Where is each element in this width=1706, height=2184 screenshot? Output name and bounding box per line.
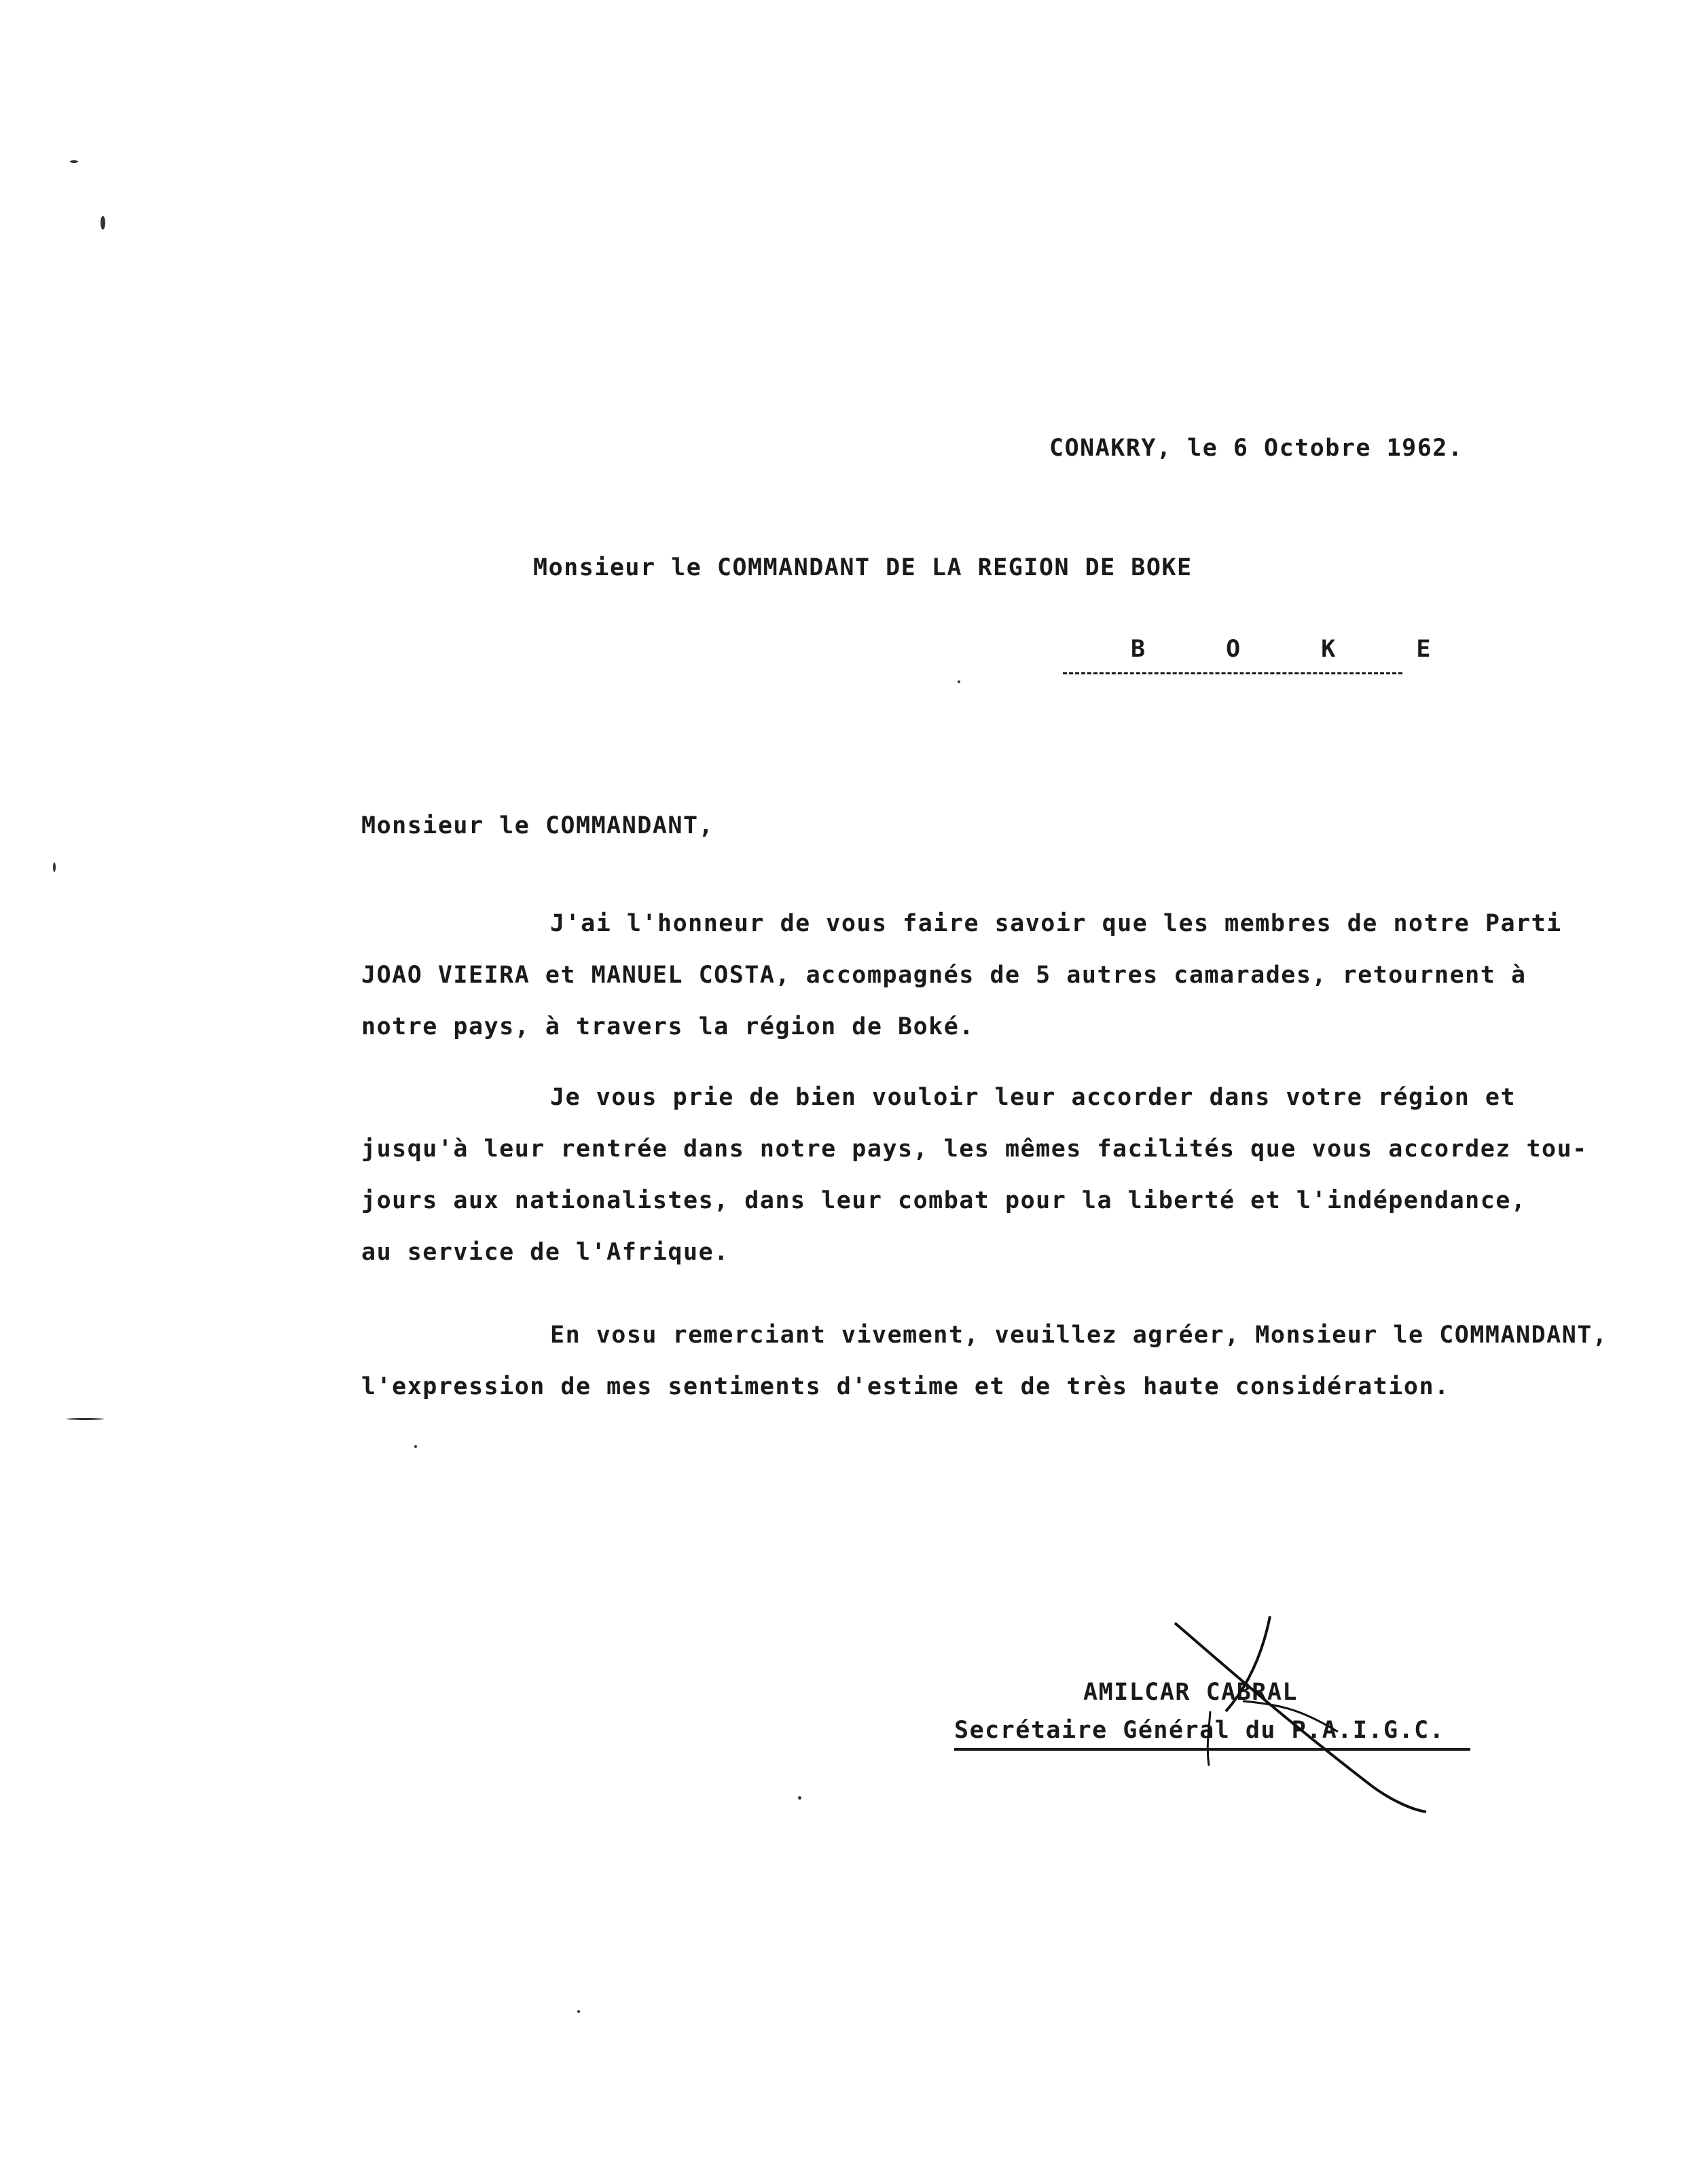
paragraph-2-line-3: jours aux nationalistes, dans leur combat pour la liberté et l'indépendance, [361, 1187, 1527, 1214]
city-underline [1063, 672, 1402, 674]
scan-speck [577, 2010, 580, 2013]
paragraph-1-line-2: JOAO VIEIRA et MANUEL COSTA, accompagnés de 5 autres camarades, retournent à [361, 962, 1527, 989]
handwritten-signature [1168, 1609, 1453, 1813]
salutation: Monsieur le COMMANDANT, [361, 812, 714, 839]
paragraph-2-line-2: jusqu'à leur rentrée dans notre pays, les mêmes facilités que vous accordez tou- [361, 1135, 1588, 1163]
scan-speck [67, 1418, 104, 1420]
paragraph-2-line-1: Je vous prie de bien vouloir leur accorder dans votre région et [550, 1084, 1517, 1111]
paragraph-1-line-3: notre pays, à travers la région de Boké. [361, 1013, 975, 1040]
paragraph-2-line-4: au service de l'Afrique. [361, 1239, 729, 1266]
scan-speck [53, 862, 56, 872]
recipient-line: Monsieur le COMMANDANT DE LA REGION DE BOKE [533, 554, 1193, 581]
paragraph-3-line-2: l'expression de mes sentiments d'estime et de très haute considération. [361, 1373, 1450, 1400]
signatory-name: AMILCAR CABRAL [1083, 1679, 1299, 1706]
paragraph-1-line-1: J'ai l'honneur de vous faire savoir que les membres de notre Parti [550, 910, 1562, 937]
scan-speck [70, 160, 78, 163]
paragraph-3-line-1: En vosu remerciant vivement, veuillez agréer, Monsieur le COMMANDANT, [550, 1322, 1608, 1349]
signatory-title: Secrétaire Général du P.A.I.G.C. [954, 1717, 1445, 1744]
scan-speck [798, 1796, 801, 1800]
scan-speck [414, 1445, 417, 1448]
scan-speck [958, 680, 960, 683]
scan-speck [101, 216, 105, 230]
date-line: CONAKRY, le 6 Octobre 1962. [1049, 435, 1464, 462]
city-line: B O K E [1131, 636, 1458, 663]
